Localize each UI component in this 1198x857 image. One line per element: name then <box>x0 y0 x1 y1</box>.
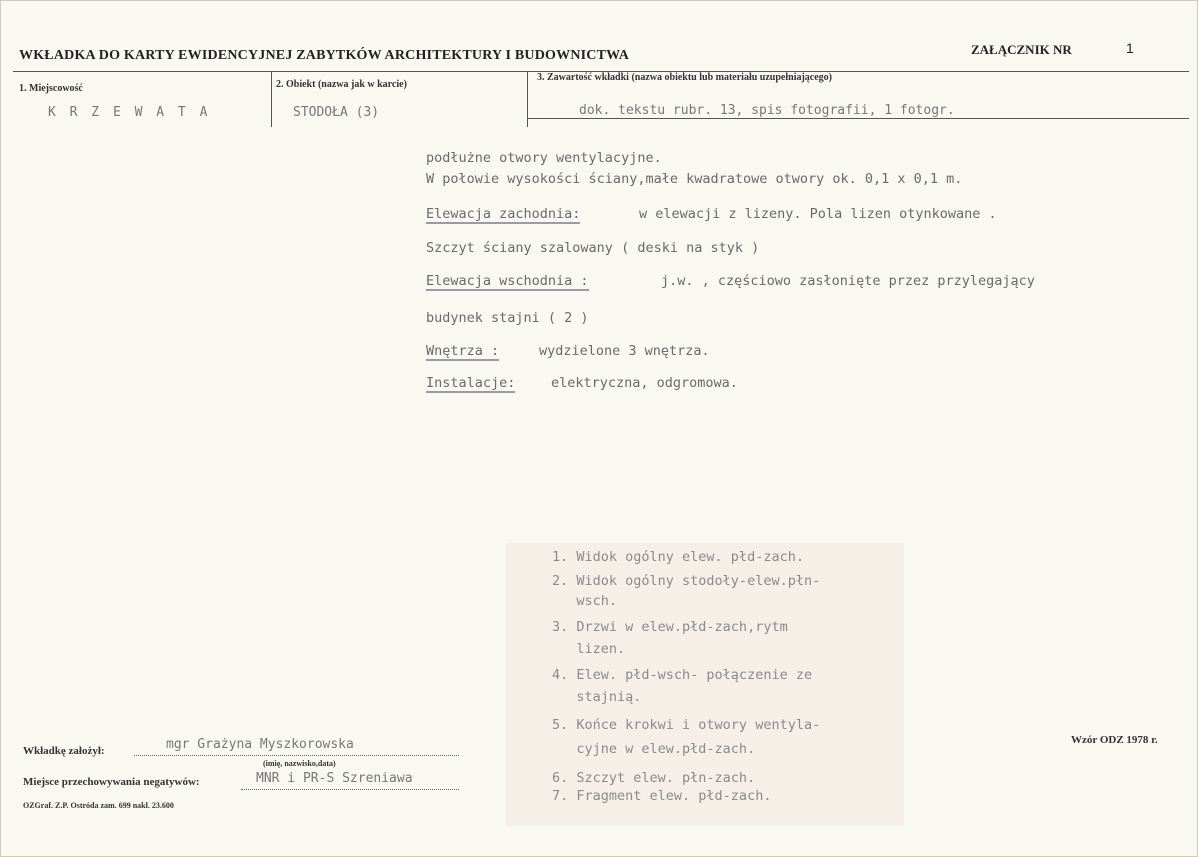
negatives-storage-label: Miejsce przechowywania negatywów: <box>23 776 200 788</box>
author-value: mgr Grażyna Myszkorowska <box>166 737 354 752</box>
contents-value: dok. tekstu rubr. 13, spis fotografii, 1 fotogr. <box>579 103 955 118</box>
author-hint: (imię, nazwisko,data) <box>263 759 336 768</box>
elevation-east-label: Elewacja wschodnia : <box>426 273 589 289</box>
interior-text: wydzielone 3 wnętrza. <box>539 343 710 359</box>
negatives-storage-value: MNR i PR-S Szreniawa <box>256 771 413 786</box>
photo-list-slip <box>506 543 904 826</box>
photo-list-item: lizen. <box>552 641 626 657</box>
contents-underline <box>527 118 1189 119</box>
column-divider-1 <box>271 72 272 127</box>
photo-list-item: 3. Drzwi w elew.płd-zach,rytm <box>552 619 788 635</box>
place-label: 1. Miejscowość <box>19 83 83 94</box>
photo-list-item: wsch. <box>552 593 618 609</box>
form-title: WKŁADKA DO KARTY EWIDENCYJNEJ ZABYTKÓW ARCHITEKTURY I BUDOWNICTWA <box>19 48 630 63</box>
form-model: Wzór ODZ 1978 r. <box>1071 734 1158 746</box>
annex-number: 1 <box>1126 40 1134 56</box>
installations-text: elektryczna, odgromowa. <box>551 375 738 391</box>
photo-list-item: 1. Widok ogólny elew. płd-zach. <box>552 549 804 565</box>
printer-info: OZGraf. Z.P. Ostróda zam. 699 nakł. 23.600 <box>23 801 174 810</box>
place-value: K R Z E W A T A <box>48 105 211 120</box>
photo-list-item: 6. Szczyt elew. płn-zach. <box>552 770 756 786</box>
object-value: STODOŁA (3) <box>293 105 380 120</box>
photo-list-item: 7. Fragment elew. płd-zach. <box>552 788 772 804</box>
body-line-stable: budynek stajni ( 2 ) <box>426 310 589 326</box>
annex-label: ZAŁĄCZNIK NR <box>971 42 1072 57</box>
elevation-west-label: Elewacja zachodnia: <box>426 206 581 222</box>
photo-list-item: 4. Elew. płd-wsch- połączenie ze <box>552 667 813 683</box>
photo-list-item: 2. Widok ogólny stodoły-elew.płn- <box>552 573 821 589</box>
contents-label: 3. Zawartość wkładki (nazwa obiektu lub materiału uzupełniającego) <box>537 72 833 83</box>
photo-list-item: stajnią. <box>552 689 642 705</box>
elevation-west-text: w elewacji z lizeny. Pola lizen otynkowane . <box>639 206 997 222</box>
body-line-openings: W połowie wysokości ściany,małe kwadratowe otwory ok. 0,1 x 0,1 m. <box>426 171 963 187</box>
object-label: 2. Obiekt (nazwa jak w karcie) <box>276 79 407 90</box>
body-line-gable: Szczyt ściany szalowany ( deski na styk ) <box>426 240 760 256</box>
photo-list-item: 5. Końce krokwi i otwory wentyla- <box>552 717 821 733</box>
photo-list-item: cyjne w elew.płd-zach. <box>552 741 756 757</box>
author-label: Wkładkę założył: <box>23 745 105 757</box>
interior-label: Wnętrza : <box>426 343 500 359</box>
installations-label: Instalacje: <box>426 375 516 391</box>
body-line-ventilation: podłużne otwory wentylacyjne. <box>426 150 662 166</box>
elevation-east-text: j.w. , częściowo zasłonięte przez przylegający <box>661 273 1035 289</box>
